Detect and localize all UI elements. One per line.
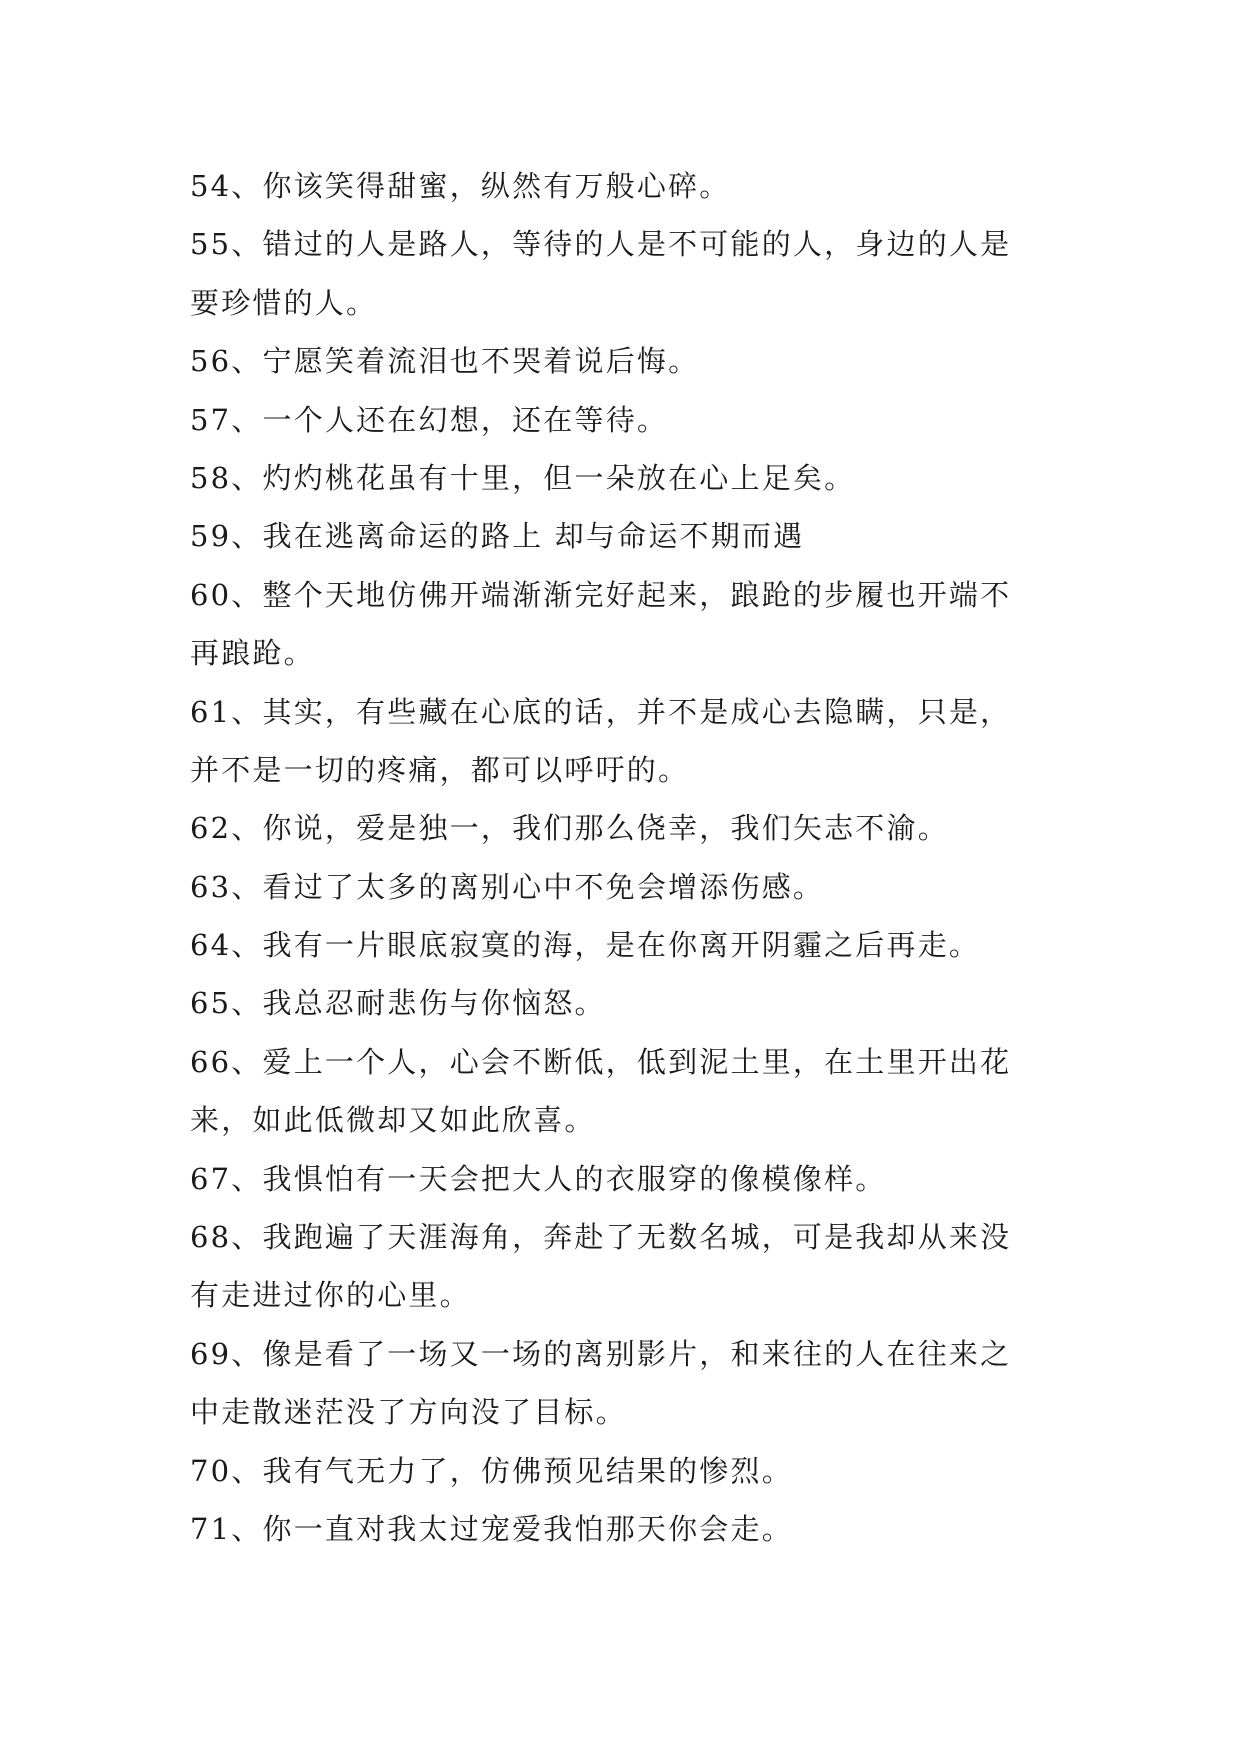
text-line: 57、一个人还在幻想，还在等待。 bbox=[190, 402, 669, 437]
text-line: 来，如此低微却又如此欣喜。 bbox=[190, 1103, 596, 1138]
text-line: 67、我惧怕有一天会把大人的衣服穿的像模像样。 bbox=[190, 1161, 887, 1196]
text-line: 56、宁愿笑着流泪也不哭着说后悔。 bbox=[190, 344, 700, 379]
text-line: 64、我有一片眼底寂寞的海，是在你离开阴霾之后再走。 bbox=[190, 928, 981, 963]
text-line: 65、我总忍耐悲伤与你恼怒。 bbox=[190, 986, 606, 1021]
text-line: 要珍惜的人。 bbox=[190, 285, 378, 320]
text-line: 61、其实，有些藏在心底的话，并不是成心去隐瞒，只是， bbox=[190, 694, 1012, 729]
text-line: 中走散迷茫没了方向没了目标。 bbox=[190, 1395, 627, 1430]
text-line: 60、整个天地仿佛开端渐渐完好起来，踉跄的步履也开端不 bbox=[190, 577, 1012, 612]
text-line: 54、你该笑得甜蜜，纵然有万般心碎。 bbox=[190, 169, 731, 203]
text-line: 63、看过了太多的离别心中不免会增添伤感。 bbox=[190, 869, 825, 904]
text-line: 70、我有气无力了，仿佛预见结果的惨烈。 bbox=[190, 1453, 793, 1488]
text-line: 66、爱上一个人，心会不断低，低到泥土里，在土里开出花 bbox=[190, 1044, 1012, 1079]
text-line: 再踉跄。 bbox=[190, 636, 315, 671]
text-line: 68、我跑遍了天涯海角，奔赴了无数名城，可是我却从来没 bbox=[190, 1220, 1012, 1255]
text-line: 有走进过你的心里。 bbox=[190, 1278, 471, 1313]
text-line: 62、你说，爱是独一，我们那么侥幸，我们矢志不渝。 bbox=[190, 811, 949, 846]
text-line: 55、错过的人是路人，等待的人是不可能的人，身边的人是 bbox=[190, 227, 1012, 262]
text-line: 59、我在逃离命运的路上 却与命运不期而遇 bbox=[190, 519, 805, 554]
text-line: 并不是一切的疼痛，都可以呼吁的。 bbox=[190, 752, 690, 787]
document-body bbox=[190, 157, 1070, 1558]
text-line: 58、灼灼桃花虽有十里，但一朵放在心上足矣。 bbox=[190, 460, 856, 495]
text-line: 71、你一直对我太过宠爱我怕那天你会走。 bbox=[190, 1511, 793, 1546]
text-line: 69、像是看了一场又一场的离别影片，和来往的人在往来之 bbox=[190, 1336, 1012, 1371]
